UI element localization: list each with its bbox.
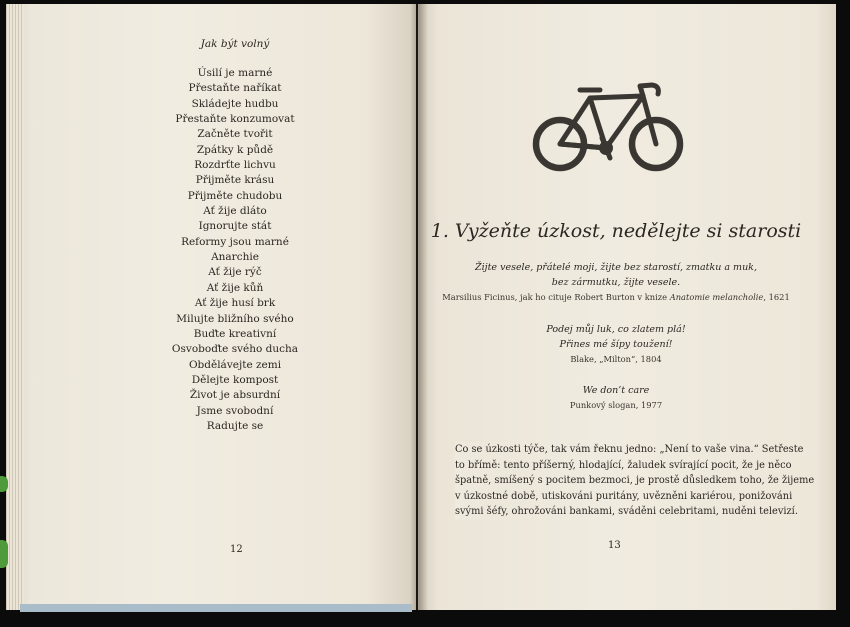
poem-line: Milujte bližního svého bbox=[176, 312, 294, 325]
leaf-decoration bbox=[0, 540, 8, 568]
poem-line: Život je absurdní bbox=[189, 389, 281, 402]
poem bbox=[0, 66, 470, 434]
body-line: Co se úzkosti týče, tak vám řeknu jedno: „Není to vaše vina.“ Setřeste bbox=[455, 442, 783, 458]
poem-line: Ať žije dláto bbox=[203, 205, 267, 218]
poem-line: Osvoboďte svého ducha bbox=[171, 343, 299, 356]
poem-line: Přijměte chudobu bbox=[187, 189, 283, 202]
body-line: špatně, smíšený s pocitem bezmoci, je prostě důsledkem toho, že žijeme bbox=[455, 473, 783, 489]
epigraph-ficinus bbox=[430, 260, 802, 305]
epigraph-line: Podej můj luk, co zlatem plá! bbox=[546, 324, 686, 335]
epigraph-punk bbox=[430, 383, 802, 413]
poem-line: Přijměte krásu bbox=[195, 174, 275, 187]
cover-edge bbox=[20, 604, 412, 612]
chapter-title: 1. Vyžeňte úzkost, nedělejte si starosti bbox=[430, 220, 802, 242]
poem-line: Obdělávejte zemi bbox=[188, 358, 282, 371]
poem-line: Skládejte hudbu bbox=[191, 97, 279, 110]
poem-line: Reformy jsou marné bbox=[181, 235, 289, 248]
poem-line: Ať žije kůň bbox=[206, 281, 264, 294]
epigraph-attribution: Blake, „Milton“, 1804 bbox=[570, 354, 662, 364]
epigraph-line: Přines mé šípy toužení! bbox=[559, 339, 673, 350]
poem-line: Ignorujte stát bbox=[198, 220, 272, 233]
poem-title: Jak být volný bbox=[200, 38, 270, 50]
page-number-right: 13 bbox=[608, 540, 621, 551]
poem-line: Rozdrťte lichvu bbox=[194, 159, 276, 172]
body-line: svými šéfy, ohrožováni bankami, sváděni celebritami, nuděni televizí. bbox=[455, 504, 783, 520]
epigraph-line: bez zármutku, žijte vesele. bbox=[551, 277, 681, 288]
poem-line: Jsme svobodní bbox=[196, 404, 274, 417]
poem-line: Přestaňte konzumovat bbox=[175, 113, 295, 126]
epigraph-line: Žijte vesele, přátelé moji, žijte bez starostí, zmatku a muk, bbox=[475, 262, 757, 273]
poem-line: Dělejte kompost bbox=[191, 373, 279, 386]
poem-line: Zpátky k půdě bbox=[196, 143, 274, 156]
epigraph-attribution: Punkový slogan, 1977 bbox=[569, 400, 663, 410]
page-number-left: 12 bbox=[230, 544, 243, 555]
leaf-decoration bbox=[0, 476, 8, 492]
epigraph-attribution: Marsilius Ficinus, jak ho cituje Robert Burton v knize Anatomie melancholie, 1621 bbox=[442, 292, 790, 302]
bicycle-icon bbox=[528, 82, 688, 174]
poem-line: Ať žije rýč bbox=[208, 266, 262, 279]
poem-line: Buďte kreativní bbox=[193, 327, 277, 340]
poem-line: Radujte se bbox=[206, 419, 264, 432]
poem-line: Anarchie bbox=[211, 251, 259, 264]
epigraph-blake bbox=[430, 322, 802, 367]
body-paragraph bbox=[455, 442, 815, 520]
body-line: to břímě: tento příšerný, hlodající, žaludek svírající pocit, že je něco bbox=[455, 458, 783, 474]
body-line: v úzkostné době, utiskováni puritány, uvězněni kariérou, ponižováni bbox=[455, 489, 783, 505]
poem-line: Úsilí je marné bbox=[197, 67, 273, 79]
poem-line: Začněte tvořit bbox=[197, 128, 273, 141]
poem-line: Přestaňte naříkat bbox=[188, 82, 282, 95]
epigraph-line: We don’t care bbox=[582, 385, 650, 396]
poem-line: Ať žije husí brk bbox=[194, 297, 276, 310]
